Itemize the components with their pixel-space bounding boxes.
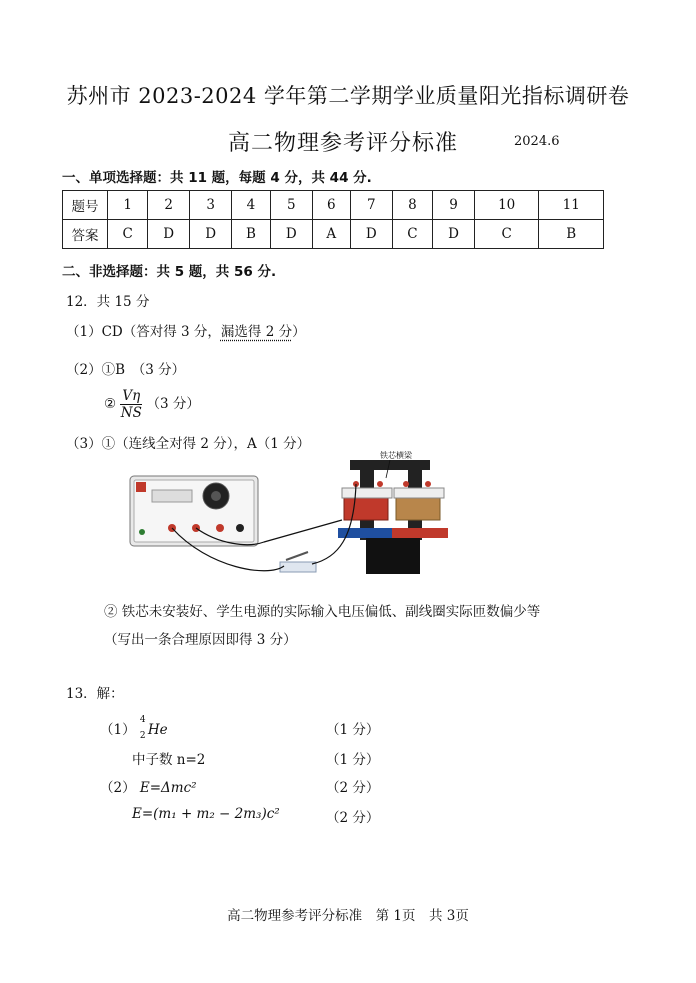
table-header-cell: 答案 bbox=[63, 220, 108, 249]
table-cell: C bbox=[108, 220, 148, 249]
q13-title: 13．解： bbox=[66, 686, 124, 702]
document-date: 2024.6 bbox=[514, 134, 560, 149]
atomic-number: 2 bbox=[139, 731, 146, 741]
q13-line1 bbox=[100, 715, 168, 741]
table-cell: 3 bbox=[190, 191, 232, 220]
table-cell: 1 bbox=[108, 191, 148, 220]
q13-line3 bbox=[100, 776, 197, 796]
table-cell: 5 bbox=[270, 191, 312, 220]
q13-line4-expr: E=(m₁ + m₂ − 2m₃)c² bbox=[132, 806, 280, 822]
q12-part1-text: （1）CD（答对得 3 分， bbox=[66, 324, 221, 340]
q12-part2b-score: （3 分） bbox=[146, 396, 200, 412]
q12-part2b bbox=[104, 388, 200, 421]
helium-expr: He bbox=[147, 722, 168, 738]
table-cell: D bbox=[433, 220, 475, 249]
switch bbox=[280, 562, 316, 572]
experiment-apparatus-image bbox=[128, 448, 470, 582]
q12-part2b-prefix: ② bbox=[104, 396, 117, 412]
table-cell: D bbox=[148, 220, 190, 249]
section2-heading: 二、非选择题：共 5 题，共 56 分. bbox=[62, 264, 277, 280]
q13-line3-score: （2 分） bbox=[326, 780, 380, 796]
table-cell: 10 bbox=[474, 191, 538, 220]
document-title: 苏州市 2023-2024 学年第二学期学业质量阳光指标调研卷 bbox=[66, 84, 630, 108]
helium-symbol bbox=[139, 715, 168, 741]
q12-part3: （3）①（连线全对得 2 分），A（1 分） bbox=[66, 436, 311, 452]
fraction-denominator: NS bbox=[120, 405, 142, 421]
formula-fraction bbox=[120, 388, 142, 421]
table-cell: D bbox=[350, 220, 392, 249]
q13-line4-score: （2 分） bbox=[326, 810, 380, 826]
q13-line1-score: （1 分） bbox=[326, 722, 380, 738]
q12-part2: （2）①B （3 分） bbox=[66, 362, 186, 378]
table-cell: A bbox=[312, 220, 350, 249]
table-header-cell: 题号 bbox=[63, 191, 108, 220]
q12-part1-emphasis: 漏选得 2 分 bbox=[220, 324, 293, 340]
table-cell: 9 bbox=[433, 191, 475, 220]
table-row-answers bbox=[63, 220, 604, 249]
section1-heading: 一、单项选择题：共 11 题，每题 4 分，共 44 分. bbox=[62, 170, 372, 186]
table-cell: C bbox=[474, 220, 538, 249]
table-cell: 7 bbox=[350, 191, 392, 220]
table-cell: 11 bbox=[539, 191, 604, 220]
apparatus-label: 铁芯横梁 bbox=[380, 451, 412, 460]
table-cell: 6 bbox=[312, 191, 350, 220]
table-cell: 4 bbox=[232, 191, 271, 220]
q12-part1-close: ） bbox=[292, 324, 306, 340]
table-cell: B bbox=[539, 220, 604, 249]
answer-table bbox=[62, 190, 604, 249]
table-cell: 8 bbox=[392, 191, 432, 220]
table-cell: D bbox=[190, 220, 232, 249]
q12-part1 bbox=[66, 320, 306, 340]
mass-number: 4 bbox=[139, 715, 146, 725]
fraction-numerator: Vη bbox=[122, 388, 141, 404]
q13-line3-label: （2） bbox=[100, 780, 136, 796]
table-cell: D bbox=[270, 220, 312, 249]
q13-line3-expr: E=Δmc² bbox=[139, 780, 197, 796]
q13-line1-label: （1） bbox=[100, 722, 136, 738]
q13-line2: 中子数 n=2 bbox=[132, 752, 206, 768]
page-footer: 高二物理参考评分标准 第 1页 共 3页 bbox=[227, 908, 469, 924]
q12-part3b: ② 铁芯未安装好、学生电源的实际输入电压偏低、副线圈实际匝数偏少等 bbox=[104, 604, 541, 620]
table-cell: C bbox=[392, 220, 432, 249]
table-row-numbers bbox=[63, 191, 604, 220]
q12-title: 12．共 15 分 bbox=[66, 294, 150, 310]
q13-line2-score: （1 分） bbox=[326, 752, 380, 768]
table-cell: B bbox=[232, 220, 271, 249]
document-subtitle: 高二物理参考评分标准 bbox=[228, 131, 459, 156]
q12-part3c: （写出一条合理原因即得 3 分） bbox=[104, 632, 297, 648]
table-cell: 2 bbox=[148, 191, 190, 220]
